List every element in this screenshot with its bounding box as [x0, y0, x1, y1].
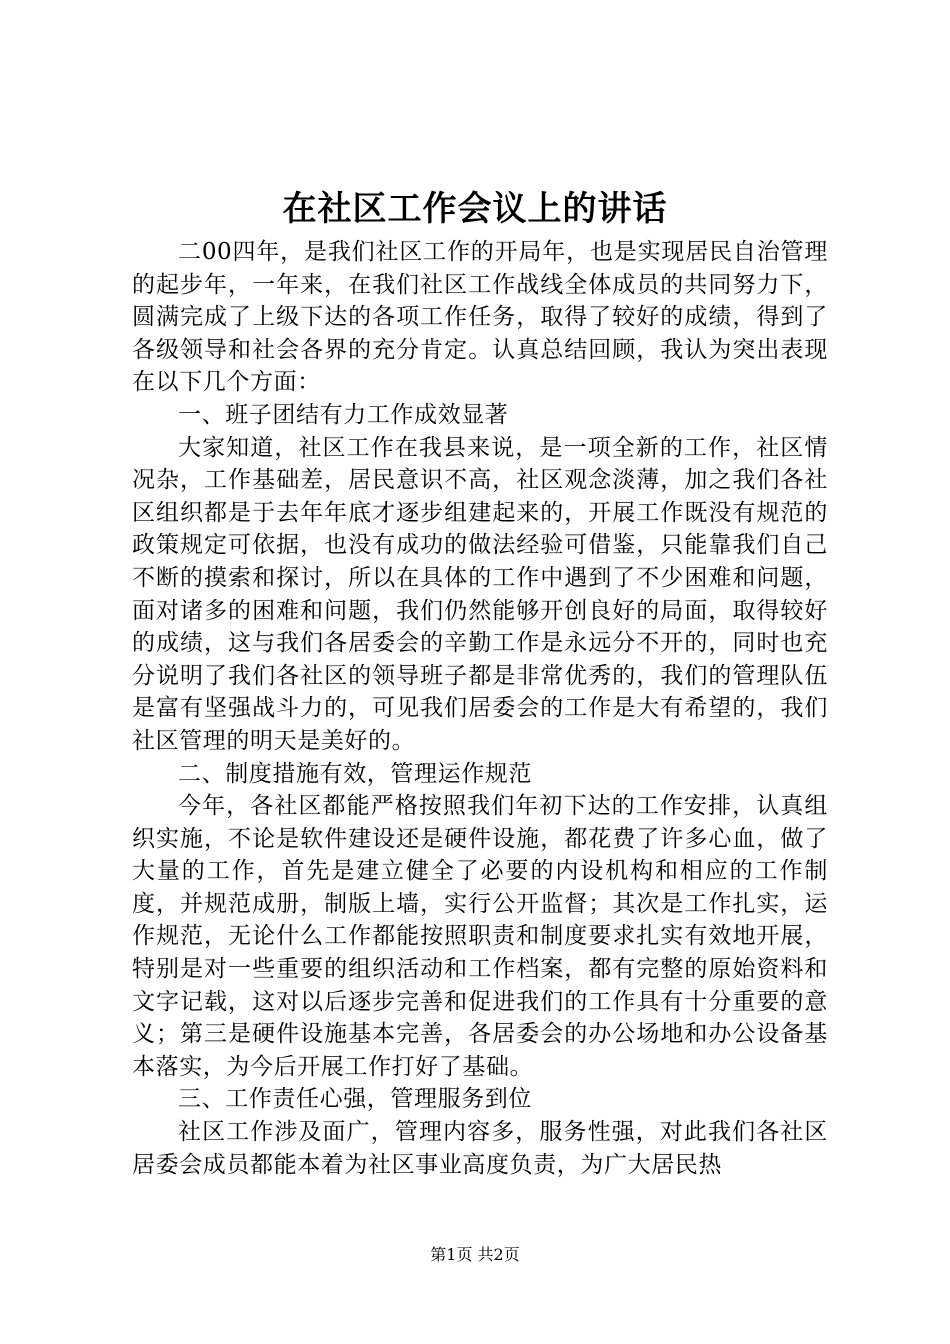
section-heading-3: 三、工作责任心强，管理服务到位 [178, 1086, 532, 1113]
document-body [132, 236, 828, 1181]
paragraph-section-3: 社区工作涉及面广，管理内容多，服务性强，对此我们各社区居委会成员都能本着为社区事业高度负责，为广大居民热 [132, 1119, 828, 1178]
section-heading-2: 二、制度措施有效，管理运作规范 [178, 760, 532, 787]
section-heading-1: 一、班子团结有力工作成效显著 [178, 401, 509, 428]
page-number-footer: 第1页 共2页 [430, 1245, 520, 1264]
document-title: 在社区工作会议上的讲话 [282, 189, 668, 229]
paragraph-section-2: 今年，各社区都能严格按照我们年初下达的工作安排，认真组织实施，不论是软件建设还是硬件设施，都花费了许多心血，做了大量的工作，首先是建立健全了必要的内设机构和相应的工作制度，并规范成册，制版上墙，实行公开监督；其次是工作扎实，运作规范，无论什么工作都能按照职责和制度要求扎实有效地开展，特别是对一些重要的组织活动和工作档案，都有完整的原始资料和文字记载，这对以后逐步完善和促进我们的工作具有十分重要的意义；第三是硬件设施基本完善，各居委会的办公场地和办公设备基本落实，为今后开展工作打好了基础。 [132, 793, 828, 1080]
paragraph-section-1: 大家知道，社区工作在我县来说，是一项全新的工作，社区情况杂，工作基础差，居民意识不高，社区观念淡薄，加之我们各社区组织都是于去年年底才逐步组建起来的，开展工作既没有规范的政策规定可依据，也没有成功的做法经验可借鉴，只能靠我们自己不断的摸索和探讨，所以在具体的工作中遇到了不少困难和问题，面对诸多的困难和问题，我们仍然能够开创良好的局面，取得较好的成绩，这与我们各居委会的辛勤工作是永远分不开的，同时也充分说明了我们各社区的领导班子都是非常优秀的，我们的管理队伍是富有坚强战斗力的，可见我们居委会的工作是大有希望的，我们社区管理的明天是美好的。 [132, 434, 828, 754]
paragraph-intro: 二00四年，是我们社区工作的开局年，也是实现居民自治管理的起步年，一年来，在我们社区工作战线全体成员的共同努力下，圆满完成了上级下达的各项工作任务，取得了较好的成绩，得到了各级领导和社会各界的充分肯定。认真总结回顾，我认为突出表现在以下几个方面： [132, 239, 828, 396]
